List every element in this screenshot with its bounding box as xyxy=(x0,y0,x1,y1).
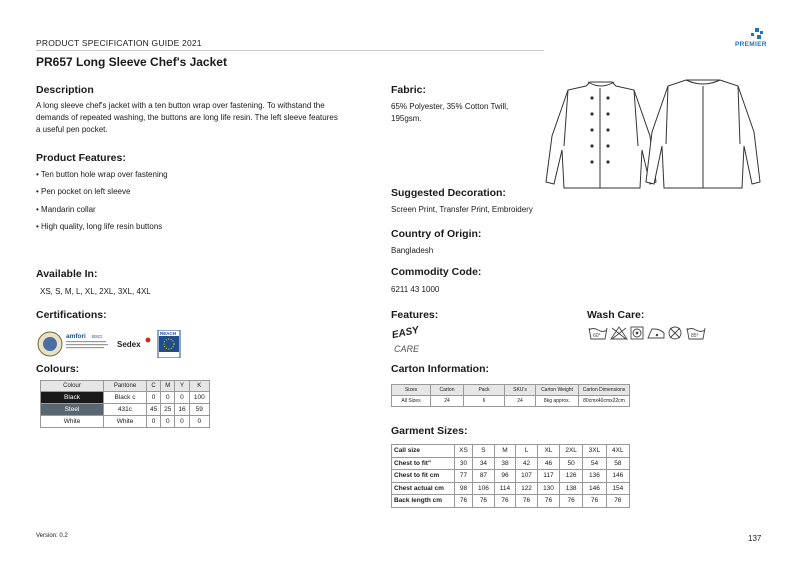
jacket-front-icon xyxy=(546,82,656,188)
colour-name: White xyxy=(41,416,104,428)
origin-text: Bangladesh xyxy=(391,246,434,255)
wash-care-icons xyxy=(588,325,716,341)
garment-header: 2XL xyxy=(559,445,582,458)
available-sizes: XS, S, M, L, XL, 2XL, 3XL, 4XL xyxy=(40,287,151,296)
table-row xyxy=(41,392,210,404)
description-heading: Description xyxy=(36,84,94,96)
garment-header: XS xyxy=(455,445,473,458)
table-row xyxy=(41,404,210,416)
colour-c: 45 xyxy=(147,404,161,416)
garment-cell: 58 xyxy=(606,457,629,470)
colour-m: 0 xyxy=(161,392,175,404)
garment-header: M xyxy=(494,445,515,458)
colour-m: 25 xyxy=(161,404,175,416)
garment-cell: 126 xyxy=(559,470,582,483)
colour-k: 100 xyxy=(189,392,209,404)
product-title: PR657 Long Sleeve Chef's Jacket xyxy=(36,55,227,69)
carton-header: SKU's xyxy=(505,385,536,396)
garment-header: S xyxy=(472,445,494,458)
garment-cell: 50 xyxy=(559,457,582,470)
description-line-2: demands of repeated washing, the buttons are long life resin. The left sleeve features xyxy=(36,113,338,122)
colour-y: 0 xyxy=(175,416,189,428)
garment-cell: 76 xyxy=(583,495,606,508)
garment-cell: 76 xyxy=(516,495,538,508)
garment-cell: 54 xyxy=(583,457,606,470)
colour-c: 0 xyxy=(147,392,161,404)
carton-header: Carton Dimensions xyxy=(579,385,630,396)
colour-k: 59 xyxy=(189,404,209,416)
colour-pantone: White xyxy=(104,416,147,428)
iron-icon xyxy=(648,329,664,338)
colours-heading: Colours: xyxy=(36,363,80,375)
wash-care-heading: Wash Care: xyxy=(587,309,645,321)
reach-text: REACH xyxy=(160,331,177,336)
garment-cell: 117 xyxy=(538,470,560,483)
garment-cell: 136 xyxy=(583,470,606,483)
carton-header: Pack xyxy=(464,385,505,396)
colour-m: 0 xyxy=(161,416,175,428)
garment-cell: 42 xyxy=(516,457,538,470)
version-label: Version: 0.2 xyxy=(36,533,68,539)
commodity-heading: Commodity Code: xyxy=(391,266,482,278)
svg-text:60°: 60° xyxy=(593,333,601,339)
colours-header: C xyxy=(147,381,161,392)
colour-y: 0 xyxy=(175,392,189,404)
colour-pantone: Black c xyxy=(104,392,147,404)
table-row xyxy=(392,470,630,483)
garment-cell: 76 xyxy=(538,495,560,508)
carton-cell: 8kg approx. xyxy=(536,396,579,407)
carton-cell: 24 xyxy=(505,396,536,407)
garment-cell: 76 xyxy=(559,495,582,508)
header-divider xyxy=(36,50,544,51)
svg-text:85°: 85° xyxy=(691,333,699,339)
garment-row-label: Chest to fit" xyxy=(392,457,455,470)
table-row xyxy=(392,482,630,495)
garment-header: 3XL xyxy=(583,445,606,458)
product-features-heading: Product Features: xyxy=(36,152,126,164)
garment-row-label: Chest to fit cm xyxy=(392,470,455,483)
amfori-text: amfori xyxy=(66,333,86,340)
colour-pantone: 431c xyxy=(104,404,147,416)
brand-name: PREMIER xyxy=(735,41,767,48)
wrap-inner-icon xyxy=(43,337,57,351)
no-bleach-icon xyxy=(611,327,627,339)
description-line-3: a useful pen pocket. xyxy=(36,125,108,134)
colour-y: 16 xyxy=(175,404,189,416)
feature-item: • Mandarin collar xyxy=(36,205,96,214)
garment-cell: 77 xyxy=(455,470,473,483)
sedex-text: Sedex xyxy=(117,340,141,349)
feature-item: • High quality, long life resin buttons xyxy=(36,222,163,231)
wash-60-icon xyxy=(589,328,607,339)
carton-table xyxy=(391,384,630,407)
carton-header: Sizes xyxy=(392,385,431,396)
garment-cell: 76 xyxy=(472,495,494,508)
garment-cell: 30 xyxy=(455,457,473,470)
fabric-heading: Fabric: xyxy=(391,84,427,96)
no-dry-clean-icon xyxy=(669,327,681,339)
page-number: 137 xyxy=(748,534,762,543)
garment-cell: 46 xyxy=(538,457,560,470)
carton-heading: Carton Information: xyxy=(391,363,489,375)
guide-title: PRODUCT SPECIFICATION GUIDE 2021 xyxy=(36,38,202,48)
carton-header: Carton xyxy=(431,385,464,396)
garment-cell: 138 xyxy=(559,482,582,495)
colours-header: K xyxy=(189,381,209,392)
colours-table xyxy=(40,380,210,428)
easy-text: EASY xyxy=(391,324,420,342)
features-heading: Features: xyxy=(391,309,439,321)
carton-cell: 24 xyxy=(431,396,464,407)
garment-cell: 38 xyxy=(494,457,515,470)
garment-cell: 76 xyxy=(606,495,629,508)
origin-heading: Country of Origin: xyxy=(391,228,482,240)
certifications-heading: Certifications: xyxy=(36,309,107,321)
colour-name: Black xyxy=(41,392,104,404)
garment-cell: 96 xyxy=(494,470,515,483)
garment-cell: 98 xyxy=(455,482,473,495)
garment-cell: 107 xyxy=(516,470,538,483)
commodity-text: 6211 43 1000 xyxy=(391,285,440,294)
decoration-text: Screen Print, Transfer Print, Embroidery xyxy=(391,205,533,214)
bsci-text: BSCI xyxy=(92,334,103,339)
garment-cell: 87 xyxy=(472,470,494,483)
premier-logo xyxy=(733,28,773,50)
fabric-line-2: 195gsm. xyxy=(391,114,422,123)
garment-cell: 122 xyxy=(516,482,538,495)
wash-85-icon xyxy=(687,328,705,339)
garment-cell: 106 xyxy=(472,482,494,495)
fabric-line-1: 65% Polyester, 35% Cotton Twill, xyxy=(391,102,509,111)
table-row xyxy=(392,495,630,508)
carton-header: Carton Weight xyxy=(536,385,579,396)
garment-cell: 76 xyxy=(494,495,515,508)
colour-k: 0 xyxy=(189,416,209,428)
colours-header: Colour xyxy=(41,381,104,392)
garment-header: XL xyxy=(538,445,560,458)
garment-cell: 154 xyxy=(606,482,629,495)
garment-heading: Garment Sizes: xyxy=(391,425,468,437)
feature-item: • Pen pocket on left sleeve xyxy=(36,187,131,196)
easy-care-icon xyxy=(391,324,421,356)
carton-cell: 6 xyxy=(464,396,505,407)
garment-cell: 114 xyxy=(494,482,515,495)
jacket-back-icon xyxy=(646,80,760,188)
care-text: CARE xyxy=(394,344,420,354)
colours-header: Pantone xyxy=(104,381,147,392)
certification-logos xyxy=(36,330,186,358)
description-line-1: A long sleeve chef's jacket with a ten button wrap over fastening. To withstand the xyxy=(36,101,325,110)
garment-cell: 34 xyxy=(472,457,494,470)
table-row xyxy=(41,416,210,428)
feature-item: • Ten button hole wrap over fastening xyxy=(36,170,168,179)
table-row xyxy=(392,396,630,407)
colour-c: 0 xyxy=(147,416,161,428)
garment-cell: 130 xyxy=(538,482,560,495)
available-heading: Available In: xyxy=(36,268,98,280)
carton-cell: 80cmx40cmx22cm xyxy=(579,396,630,407)
colours-header: M xyxy=(161,381,175,392)
garment-cell: 76 xyxy=(455,495,473,508)
garment-cell: 146 xyxy=(606,470,629,483)
tumble-dry-icon xyxy=(631,327,643,339)
colours-header: Y xyxy=(175,381,189,392)
sedex-dot-icon xyxy=(146,338,151,343)
garment-cell: 146 xyxy=(583,482,606,495)
decoration-heading: Suggested Decoration: xyxy=(391,187,506,199)
colour-name: Steel xyxy=(41,404,104,416)
garment-row-label: Back length cm xyxy=(392,495,455,508)
garment-header: Call size xyxy=(392,445,455,458)
jacket-drawing xyxy=(538,76,764,192)
garment-header: 4XL xyxy=(606,445,629,458)
carton-cell: All Sizes xyxy=(392,396,431,407)
garment-header: L xyxy=(516,445,538,458)
garment-sizes-table xyxy=(391,444,630,508)
table-row xyxy=(392,457,630,470)
garment-row-label: Chest actual cm xyxy=(392,482,455,495)
